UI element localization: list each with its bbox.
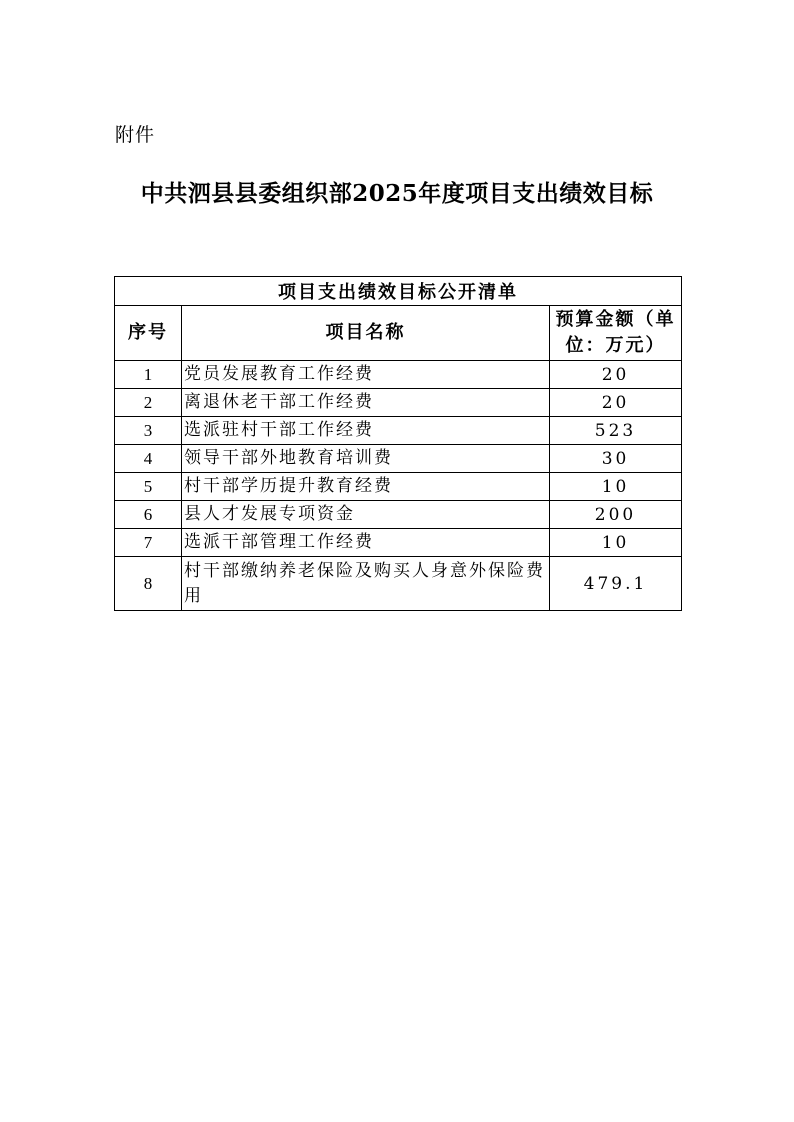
row-budget-amount: 200 bbox=[550, 501, 682, 529]
row-project-name: 村干部缴纳养老保险及购买人身意外保险费用 bbox=[182, 557, 550, 611]
attachment-label: 附件 bbox=[115, 124, 156, 146]
table-row bbox=[115, 445, 682, 473]
row-project-name: 领导干部外地教育培训费 bbox=[182, 445, 550, 473]
table-row bbox=[115, 361, 682, 389]
header-project-name: 项目名称 bbox=[182, 306, 550, 361]
table-caption: 项目支出绩效目标公开清单 bbox=[115, 277, 682, 306]
row-serial-no: 1 bbox=[115, 361, 182, 389]
row-serial-no: 5 bbox=[115, 473, 182, 501]
row-project-name: 选派驻村干部工作经费 bbox=[182, 417, 550, 445]
row-project-name: 离退休老干部工作经费 bbox=[182, 389, 550, 417]
table-row bbox=[115, 389, 682, 417]
performance-target-table bbox=[114, 276, 682, 611]
row-serial-no: 2 bbox=[115, 389, 182, 417]
table-row bbox=[115, 473, 682, 501]
row-budget-amount: 30 bbox=[550, 445, 682, 473]
row-serial-no: 3 bbox=[115, 417, 182, 445]
row-budget-amount: 20 bbox=[550, 361, 682, 389]
row-project-name: 选派干部管理工作经费 bbox=[182, 529, 550, 557]
document-title: 中共泗县县委组织部2025年度项目支出绩效目标 bbox=[140, 180, 654, 207]
row-serial-no: 7 bbox=[115, 529, 182, 557]
row-serial-no: 8 bbox=[115, 557, 182, 611]
row-project-name: 县人才发展专项资金 bbox=[182, 501, 550, 529]
table-row bbox=[115, 557, 682, 611]
table-row bbox=[115, 501, 682, 529]
row-budget-amount: 10 bbox=[550, 473, 682, 501]
header-budget-amount: 预算金额（单位：万元） bbox=[550, 306, 682, 361]
row-serial-no: 6 bbox=[115, 501, 182, 529]
table-caption-row bbox=[115, 277, 682, 306]
table-row bbox=[115, 417, 682, 445]
table-header-row bbox=[115, 306, 682, 361]
row-budget-amount: 523 bbox=[550, 417, 682, 445]
header-serial-no: 序号 bbox=[115, 306, 182, 361]
row-budget-amount: 20 bbox=[550, 389, 682, 417]
row-budget-amount: 479.1 bbox=[550, 557, 682, 611]
row-project-name: 村干部学历提升教育经费 bbox=[182, 473, 550, 501]
row-serial-no: 4 bbox=[115, 445, 182, 473]
table-row bbox=[115, 529, 682, 557]
row-project-name: 党员发展教育工作经费 bbox=[182, 361, 550, 389]
row-budget-amount: 10 bbox=[550, 529, 682, 557]
